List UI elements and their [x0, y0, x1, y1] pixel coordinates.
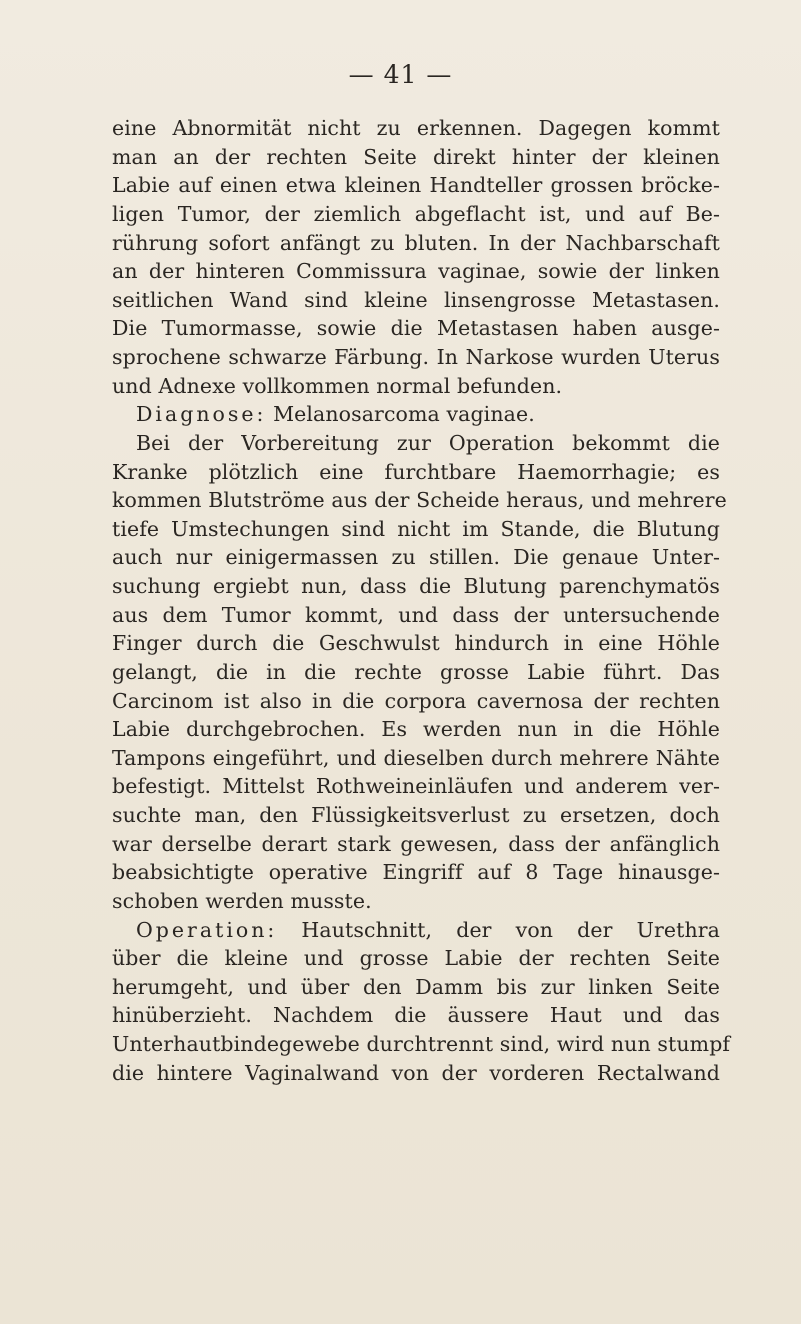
- text-line: [112, 400, 720, 429]
- text-line: die hintere Vaginalwand von der vorderen Rectalwand: [112, 1060, 720, 1085]
- body-text: [112, 114, 731, 1087]
- text-line: auch nur einigermassen zu stillen. Die genaue Unter-: [112, 545, 720, 570]
- text-line: hinüberzieht. Nachdem die äussere Haut und das: [112, 1003, 720, 1028]
- text-line: und Adnexe vollkommen normal befunden.: [112, 373, 563, 398]
- text-line: an der hinteren Commissura vaginae, sowie der linken: [112, 259, 720, 284]
- section-heading: Diagnose:: [136, 402, 267, 427]
- text-line: schoben werden musste.: [112, 888, 372, 913]
- section-heading-text: Melanosarcoma vaginae.: [266, 402, 535, 427]
- text-line: kommen Blutströme aus der Scheide heraus, und mehrere: [112, 488, 727, 513]
- text-line: Kranke plötzlich eine furchtbare Haemorrhagie; es: [112, 459, 720, 484]
- text-line: man an der rechten Seite direkt hinter der kleinen: [112, 144, 720, 169]
- text-line: beabsichtigte operative Eingriff auf 8 Tage hinausge-: [112, 860, 720, 885]
- text-line: seitlichen Wand sind kleine linsengrosse Metastasen.: [112, 287, 720, 312]
- text-line: ligen Tumor, der ziemlich abgeflacht ist, und auf Be-: [112, 201, 720, 226]
- text-line: befestigt. Mittelst Rothweineinläufen und anderem ver-: [112, 774, 720, 799]
- text-line: Bei der Vorbereitung zur Operation bekommt die: [136, 430, 720, 455]
- text-line: gelangt, die in die rechte grosse Labie führt. Das: [112, 659, 720, 684]
- text-line: herumgeht, und über den Damm bis zur linken Seite: [112, 974, 720, 999]
- text-line: war derselbe derart stark gewesen, dass der anfänglich: [112, 831, 720, 856]
- text-line: rührung sofort anfängt zu bluten. In der Nachbarschaft: [112, 230, 720, 255]
- text-line: Finger durch die Geschwulst hindurch in eine Höhle: [112, 631, 720, 656]
- text-line: aus dem Tumor kommt, und dass der untersuchende: [112, 602, 720, 627]
- text-line: Labie auf einen etwa kleinen Handteller grossen bröcke-: [112, 173, 720, 198]
- page-number: — 41 —: [348, 60, 453, 89]
- text-line: eine Abnormität nicht zu erkennen. Dagegen kommt: [112, 116, 720, 140]
- text-line: sprochene schwarze Färbung. In Narkose wurden Uterus: [112, 345, 720, 369]
- text-line: Tampons eingeführt, und dieselben durch mehrere Nähte: [112, 745, 720, 770]
- text-line: Die Tumormasse, sowie die Metastasen haben ausge-: [112, 316, 720, 341]
- text-line: über die kleine und grosse Labie der rechten Seite: [112, 946, 720, 971]
- text-line: suchte man, den Flüssigkeitsverlust zu ersetzen, doch: [112, 803, 720, 827]
- text-line: Unterhautbindegewebe durchtrennt sind, wird nun stumpf: [112, 1032, 731, 1056]
- text-line: suchung ergiebt nun, dass die Blutung parenchymatös: [112, 574, 720, 598]
- section-heading-text: Hautschnitt, der von der Urethra: [277, 917, 720, 942]
- section-heading: Operation:: [136, 917, 278, 942]
- text-line: [112, 916, 720, 945]
- text-line: Carcinom ist also in die corpora cavernosa der rechten: [112, 688, 720, 713]
- text-line: tiefe Umstechungen sind nicht im Stande, die Blutung: [112, 516, 720, 541]
- text-line: Labie durchgebrochen. Es werden nun in die Höhle: [112, 717, 720, 742]
